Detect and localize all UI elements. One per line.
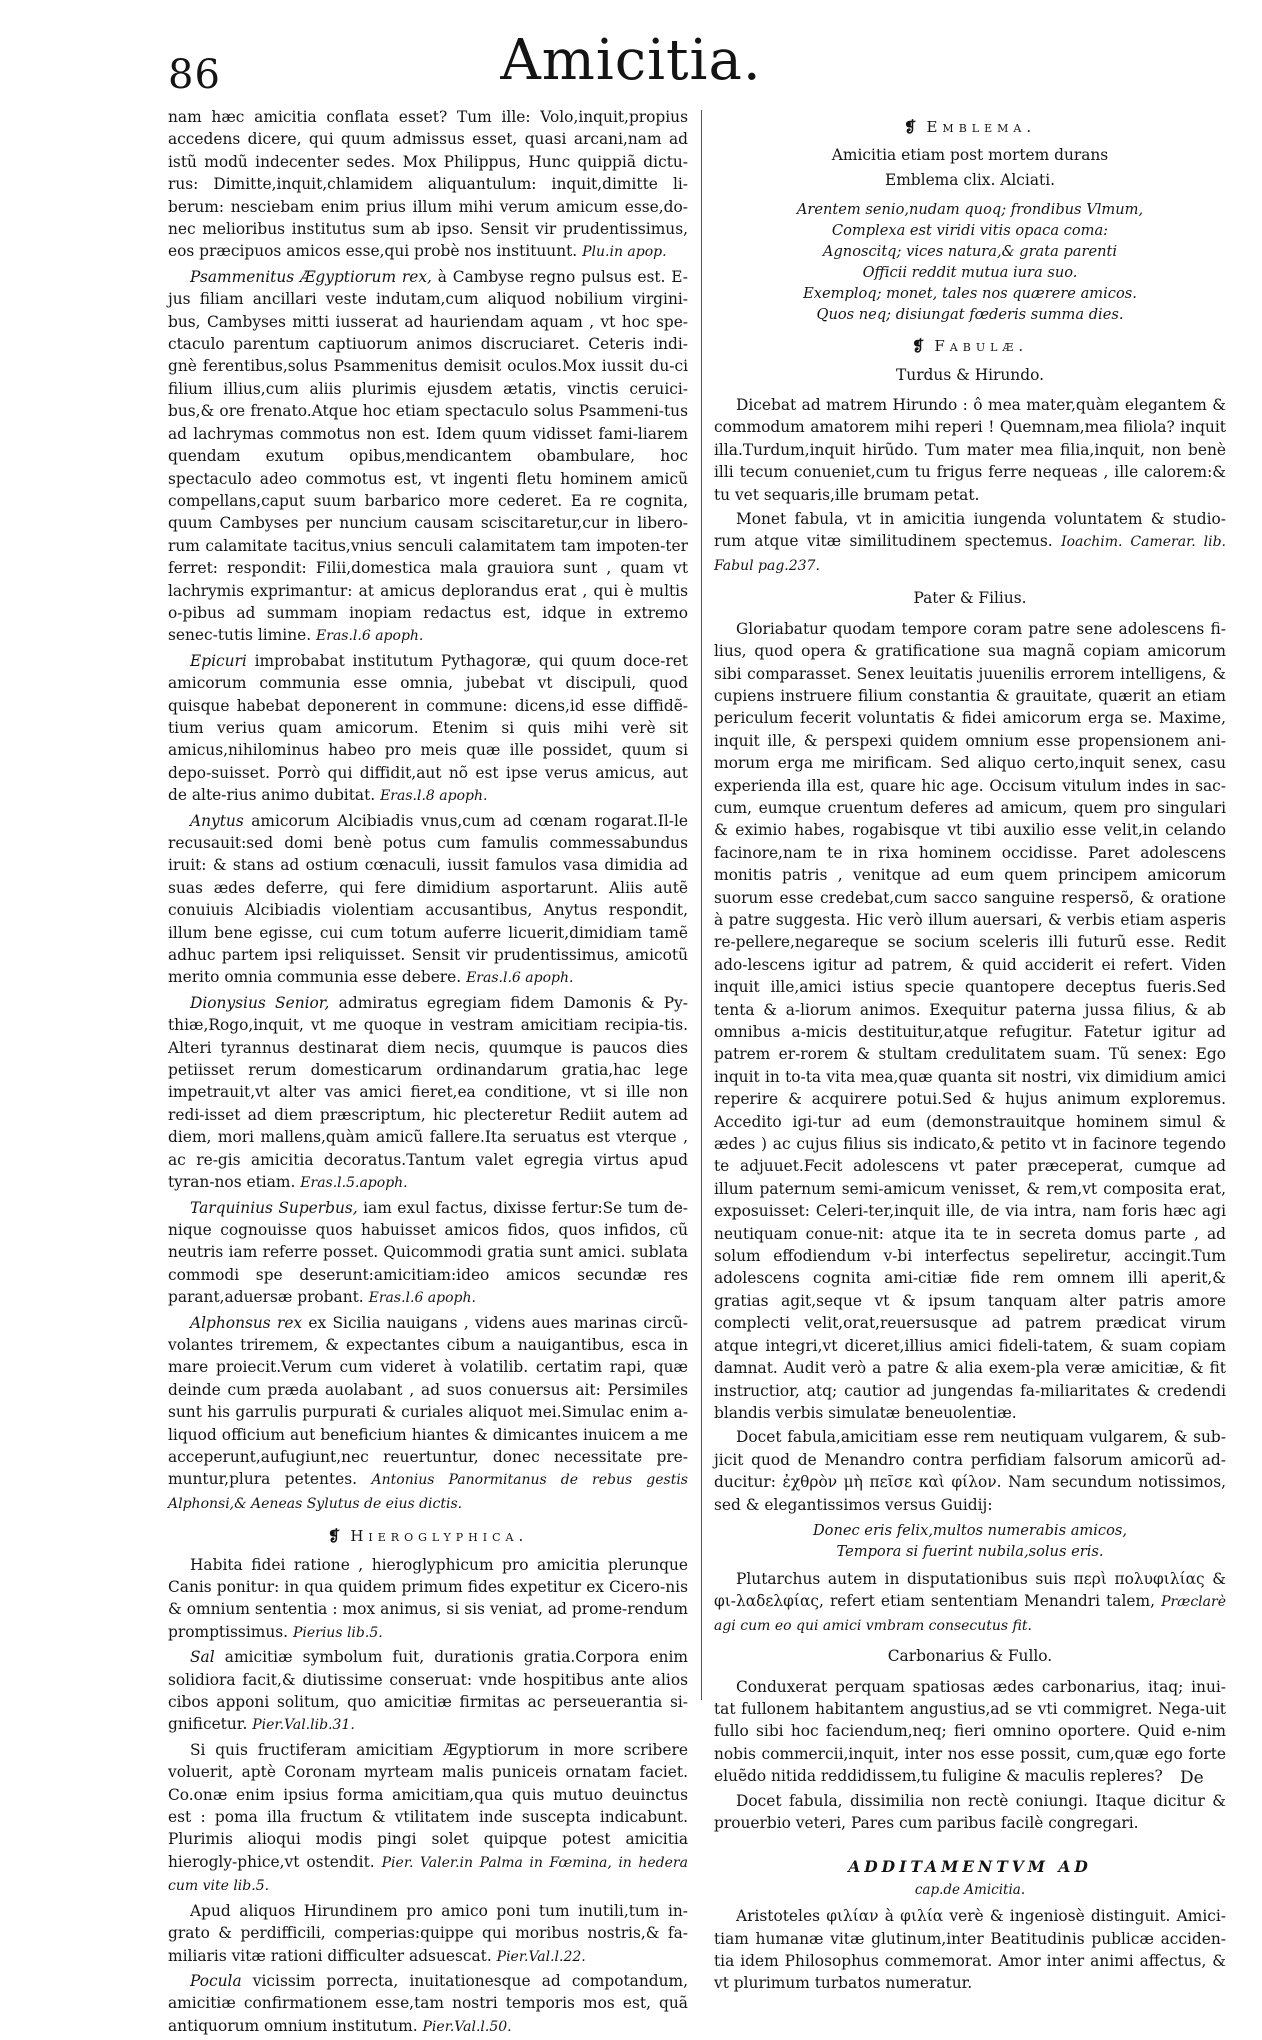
fable-title-pater: Pater & Filius. <box>913 589 1027 608</box>
paragraph-text: Aristoteles φιλίαν à φιλία verè & ingeniosè distinguit. Amici-tiam humanæ vitæ glutinum,inter Beatitudinis publicæ acciden-tia idem Philosophus commemorat. Amor inter animi affectus, & vt plurimum turbatos numeratur. <box>714 1907 1226 1993</box>
pilcrow-icon: ❡ <box>903 118 917 136</box>
section-heading-fabulae: ❡ Fabulæ. <box>911 337 1029 356</box>
verse-line: Officii reddit mutua iura suo. <box>862 264 1078 282</box>
source-citation: Præclarè agi cum eo qui amici vmbram consecutus fit. <box>714 1594 1226 1634</box>
source-citation: Pier. Valer.in Palma in Fœmina, in hedera cum vite lib.5. <box>168 1854 688 1895</box>
verse-line: Quos neq; disiungat fœderis summa dies. <box>816 306 1124 324</box>
paragraph-text: Apud aliquos Hirundinem pro amico poni tum inutili,tum in-grato & perdifficili, comperias:quippe qui moribus nostris,& fa-miliaris vitæ rationi difficulter adsuescat. <box>168 1901 688 1965</box>
catchword: De <box>1180 1768 1204 1788</box>
source-citation: Ioachim. Camerar. lib. Fabul pag.237. <box>714 534 1226 574</box>
paragraph-text: à Cambyse regno pulsus est. E-jus filiam ancillari veste indutam,cum aliquod nobilium virgini-bus, Cambyses mitti iusserat ad hauriendam aquam , vt hoc spe-ctaculo parentum captiuorum animos discruciaret. Ceteris indi-gnè ferentibus,solus Psammenitus demisit oculos.Mox iussit du-ci filium illius,cum aliis plurimis ejusdem ætatis, vinctis ceruici-bus,& ore frenato.Atque hoc etiam spectaculo solus Psammeni-tus ad lachrymas commotus non est. Idem quum vidisset fami-liarem quendam exutum opibus,mendicantem obambulare, hoc spectaculo adeo commotus est, vt ingenti fletu hominem amicũ compellans,caput suum barbarico more cederet. Ea re cognita, quum Cambyses per nuncium causam sciscitaretur,cur in libero-rum calamitate tacitus,vnius senculi calamitatem tam impoten-ter ferret: respondit: Filii,domestica mala grauiora sunt , quam vt lachrymis exprimantur: at amicus deplorandus erat , qui è multis o-pibus ad summam inopiam redactus est, idque in extremo senec-tutis limine. <box>168 267 688 645</box>
hieroglyphica-body <box>168 1554 688 2039</box>
paragraph-text: vicissim porrecta, inuitationesque ad compotandum, amicitiæ confirmationem esse,tam nostri temporis mos est, quã antiquorum omnium institutum. <box>168 1971 688 2035</box>
verse-line: Tempora si fuerint nubila,solus eris. <box>836 1542 1104 1560</box>
source-citation: Pier.Val.l.50. <box>422 2018 512 2035</box>
fable-title-turdus: Turdus & Hirundo. <box>896 365 1044 384</box>
paragraph-text: Habita fidei ratione , hieroglyphicum pro amicitia plerunque Canis ponitur: in qua quidem primum fides expetitur ex Cicero-nis & omnium sententia : mox animus, si sis veniat, ad prome-rendum promptissimus. <box>168 1555 688 1641</box>
source-citation: Pierius lib.5. <box>292 1624 383 1641</box>
source-citation: Eras.l.5.apoph. <box>300 1175 408 1192</box>
fable-body-pater <box>714 618 1226 1516</box>
paragraph <box>168 810 688 990</box>
verse-line: Complexa est viridi vitis opaca coma: <box>831 222 1109 240</box>
paragraph <box>714 1568 1226 1637</box>
fable-body-turdus <box>714 394 1226 577</box>
paragraph <box>168 992 688 1195</box>
lead-name: Epicuri <box>190 651 247 670</box>
paragraph-text: Monet fabula, vt in amicitia iungenda voluntatem & studio-rum atque vitæ similitudinem spectemus. <box>714 510 1226 551</box>
emblem-verse <box>714 199 1226 325</box>
paragraph <box>168 1739 688 1898</box>
paragraph <box>168 1197 688 1310</box>
paragraph-text: admiratus egregiam fidem Damonis & Py-thiæ,Rogo,inquit, vt me quoque in vestram amicitiam recipia-tis. Alteri tyrannus destinarat diem necis, quumque is paucos dies petiisset rerum domesticarum ordinandarum gratia,hac lege impetrauit,vt alter vas amici fieret,ea conditione, vt si ille non redi-isset ad diem præscriptum, hic plecteretur Rediit autem ad diem, mori mallens,quàm amicũ fallere.Ita seruatus est vterque , ac re-gis amicitia decoratus.Tantum valet egregia virtus apud tyran-nos etiam. <box>168 993 689 1192</box>
paragraph <box>168 650 688 808</box>
paragraph <box>714 1426 1226 1516</box>
paragraph-text: amicorum Alcibiadis vnus,cum ad cœnam rogarat.Il-le recusauit:sed domi benè potus cum famulis commessabundus iruit: & stans ad ostium cœnaculi, iussit famulos vasa dimidia ad suas ædes deferre, qui fere dimidium asportarunt. Aliis autẽ conuiuis Alcibiadis violentiam accusantibus, Anytus respondit, illum bene egisse, cui cum totum auferre licuerit,dimidiam tamẽ adhuc partem ipsi reliquisset. Sensit vir prudentissimus, amicotũ merito omnia communia esse debere. <box>168 811 688 987</box>
paragraph <box>714 1790 1226 1835</box>
paragraph <box>168 1554 688 1645</box>
additamentum-heading: ADDITAMENTVM AD <box>848 1857 1092 1877</box>
source-citation: Eras.l.6 apoph. <box>316 628 424 645</box>
section-heading-hieroglyphica: ❡ Hieroglyphica. <box>327 1527 529 1546</box>
paragraph-text: improbabat institutum Pythagoræ, qui quum doce-ret amicorum communia esse omnia, jubebat vt discipuli, quod quisque habebat deponerent in commune: dicens,id esse diffidẽ-tium verius quam amicorum. Etenim si quis mihi verè sit amicus,nihilominus habeo pro meis quæ ille possidet, quum si depo-suisset. Porrò qui diffidit,aut nõ est ipse verus amicus, aut de alte-rius animo dubitat. <box>168 651 688 805</box>
lead-name: Anytus <box>190 811 244 830</box>
paragraph <box>714 1676 1226 1788</box>
additamentum-subheading: cap.de Amicitia. <box>914 1881 1026 1898</box>
pilcrow-icon: ❡ <box>327 1527 341 1546</box>
right-column <box>714 106 1226 1997</box>
fable-body-carbonarius <box>714 1676 1226 1835</box>
lead-name: Psammenitus Ægyptiorum rex, <box>190 267 432 286</box>
paragraph-text: Dicebat ad matrem Hirundo : ô mea mater,quàm elegantem & commodum amatorem mihi reperi ! Quemnam,mea filiola? inquit illa.Turdum,inquit hirũdo. Tum mater mea filia,inquit, non benè illi tecum conueniet,cum tu frigus ferre nequeas , ille calorem:& tu vet sequaris,ille brumam petat. <box>714 396 1226 504</box>
source-citation: Pier.Val.lib.31. <box>252 1717 355 1734</box>
verse-line: Agnoscitq; vices natura,& grata parenti <box>822 243 1118 261</box>
paragraph-text: ex Sicilia nauigans , videns aues marinas circũ-volantes triremem, & expectantes cibum a nauigantibus, esca in mare proiecit.Verum cum videret à volatilib. certatim rapi, quæ deinde cum præda auolabant , ad suos conuersus ait: Persimiles sunt his garrulis purpurati & curiales aliquot mei.Simulac enim a-liquod officium aut beneficium hiantes & dimicantes inuicem a me acceperunt,aufugiunt,nec reuertuntur, donec necessitate pre-muntur,plura petentes. <box>168 1313 688 1489</box>
running-head: Amicitia. <box>500 28 762 93</box>
paragraph <box>168 1970 688 2038</box>
paragraph <box>714 508 1226 577</box>
paragraph-text: iam exul factus, dixisse fertur:Se tum de-nique cognouisse quos habuisset amicos fidos, quos infidos, cũ neutris iam referre posset. Quicommodi gratia sunt amici. sublata commodi spe deserunt:amicitiam:ideo amicos secundæ res parant,aduersæ probant. <box>168 1198 689 1307</box>
source-citation: Eras.l.6 apoph. <box>368 1290 476 1307</box>
paragraph <box>168 106 688 264</box>
lead-name: Dionysius Senior, <box>190 993 330 1012</box>
paragraph <box>714 1905 1226 1995</box>
paragraph <box>168 1646 688 1737</box>
verse-line: Exemploq; monet, tales nos quærere amicos. <box>803 285 1137 303</box>
lead-name: Sal <box>190 1648 215 1667</box>
pilcrow-icon: ❡ <box>911 337 925 356</box>
lead-name: Alphonsus rex <box>190 1313 303 1332</box>
paragraph-text: Si quis fructiferam amicitiam Ægyptiorum in more scribere voluerit, aptè Coronam myrteam malis puniceis ornatam faciet. Co.onæ enim ipsius forma amicitiam,qua quis mutuo deuinctus est : poma illa fructum & vtilitatem inde suscepta indicabunt. Plurimis alioqui modis pingi solet quipque potest amicitia hierogly-phice,vt ostendit. <box>168 1740 688 1871</box>
paragraph <box>168 1900 688 1968</box>
source-citation: Eras.l.8 apoph. <box>380 788 488 805</box>
emblem-subtitle: Emblema clix. Alciati. <box>884 170 1056 189</box>
section-heading-emblema: ❡ Emblema. <box>903 118 1037 136</box>
source-citation: Pier.Val.l.22. <box>496 1948 586 1965</box>
verse-line: Arentem senio,nudam quoq; frondibus Vlmum, <box>796 201 1144 219</box>
left-column <box>168 106 688 2040</box>
fable-tail-pater <box>714 1568 1226 1637</box>
source-citation: Antonius Panormitanus de rebus gestis Alphonsi,& Aeneas Sylutus de eius dictis. <box>168 1472 688 1512</box>
ovid-verse <box>714 1520 1226 1562</box>
paragraph-text: Conduxerat perquam spatiosas ædes carbonarius, itaq; inui-tat fullonem habitantem angustius,ad se vti commigret. Nega-uit fullo sibi hoc faciendum,neq; fieri omnino oportere. Quid e-nim nobis commercii,inquit, inter nos esse possit, cum,quæ ego forte eluẽdo nitida reddidissem,tu fuligine & maculis repleres? <box>714 1677 1226 1786</box>
column-rule <box>701 110 702 1700</box>
paragraph <box>168 266 688 648</box>
paragraph <box>714 618 1226 1425</box>
paragraph-text: Plutarchus autem in disputationibus suis περὶ πολυφιλίας & φι-λαδελφίας, refert etiam sententiam Menandri talem, <box>714 1569 1226 1611</box>
paragraph-text: nam hæc amicitia conflata esset? Tum ille: Volo,inquit,propius accedens dicere, qui quum admissus esset, quasi arcani,nam ad istũ modũ indecenter sedes. Mox Philippus, Hunc quippiã dictu-rus: Dimitte,inquit,chlamidem aliquantulum: inquit,dimitte li-berum: nesciebam enim prius illum mihi verum amicum esse,do-nec melioribus institutus sum ab ipso. Sensit vir prudentissimus, eos præcipuos amicos esse,qui probè nos instituunt. <box>168 108 688 261</box>
fable-title-carbonarius: Carbonarius & Fullo. <box>887 1647 1053 1666</box>
source-citation: Plu.in apop. <box>582 244 667 261</box>
additamentum-body <box>714 1905 1226 1995</box>
page-number: 86 <box>168 52 221 98</box>
paragraph-text: Docet fabula, dissimilia non rectè coniungi. Itaque dicitur & prouerbio veteri, Pares cum paribus facilè congregari. <box>714 1791 1226 1832</box>
paragraph <box>714 394 1226 506</box>
lead-name: Pocula <box>190 1971 242 1990</box>
source-citation: Eras.l.6 apoph. <box>466 970 574 987</box>
lead-name: Tarquinius Superbus, <box>190 1198 358 1217</box>
verse-line: Donec eris felix,multos numerabis amicos, <box>812 1521 1128 1539</box>
paragraph-text: Docet fabula,amicitiam esse rem neutiquam vulgarem, & sub-jicit quod de Menandro contra perfidiam falsorum amicorũ ad-ducitur: ἐχθρὸν μὴ πεῖσε καὶ φίλον. Nam secundum notissimos, sed & elegantissimos versus Guidij: <box>714 1428 1226 1514</box>
paragraph-text: Gloriabatur quodam tempore coram patre sene adolescens fi-lius, quod opera & gratificatione sua magnã copiam amicorum sibi comparasset. Senex leuitatis juuenilis errorem intelligens, & cupiens instruere filium constantia & grauitate, quærit an etiam periculum fecerit voluntatis & fidei amicorum erga se. Maxime, inquit ille, & perspexi quidem omnium esse propensionem ani-morum erga me mirificam. Sed aliquo certo,inquit senex, casu experienda illa est, quare hic age. Occisum vitulum indes in sac-cum, eumque cruentum deferes ad amicum, quem pro singulari & eximio habes, rogabisque vt tibi auxilio esse velit,in celando facinore,nam te in rixa hominem occidisse. Paret adolescens monitis patris , venitque ad eum quem principem amicorum suorum esse credebat,cum sacco sanguine respersõ, & oratione à patre suggesta. Hic verò illum auersari, & verbis etiam asperis re-pellere,negareque se socium sceleris illi futurũ esse. Redit ado-lescens igitur ad patrem, & quid acciderit ei refert. Viden inquit ille,amici istius specie quantopere deceptus fueris.Sed tenta & a-liorum animos. Exequitur paterna jussa filius, & ab omnibus a-micis destituitur,atque refugitur. Fatetur igitur ad patrem er-rorem & stultam credulitatem suam. Tũ senex: Ego inquit in to-ta vita mea,quæ quanta sit nostri, vix dimidium amici reperire & acquirere potui.Sed & hujus animum exploremus. Accedito igi-tur ad eum (demonstrauitque hominem simul & ædes ) ac cujus filius sis indicato,& petito vt in facinore tegendo te adjuuet.Fecit adolescens vt pater præceperat, cumque ad illum paternum semi-amicum venisset, & rem,vt composita erat, exposuisset: Celeri-ter,inquit ille, de via intra, nam foris hæc agi neutiquam conue-nit: atque ita te in secreta domus parte , ad solum effodiendum v-bi interfectus sepeliretur, accingit.Tum adolescens cognita ami-citiæ fide rem omnem illi aperit,& gratias agit,seque vt & ipsum tanquam alter patris amore complecti velit,orat,reuersusque ad patrem prædicat virum atque integri,vt diceret,illius amici fideli-tatem, & suam copiam damnat. Audit verò a patre & alia exem-pla veræ amicitiæ, & fit instructior, atq; cautior ad jungendas fa-miliaritates & credendi blandis verbis simulatæ beneuolentiæ. <box>714 619 1226 1422</box>
paragraph-text: amicitiæ symbolum fuit, durationis gratia.Corpora enim solidiora facit,& diutissime conseruat: vnde hospitibus ante alios cibos apponi solitum, quo amicitiæ firmitas ac perseuerantia si-gnificetur. <box>168 1648 688 1734</box>
anecdotes <box>168 106 688 1515</box>
paragraph <box>168 1312 688 1516</box>
emblem-title: Amicitia etiam post mortem durans <box>831 146 1109 165</box>
